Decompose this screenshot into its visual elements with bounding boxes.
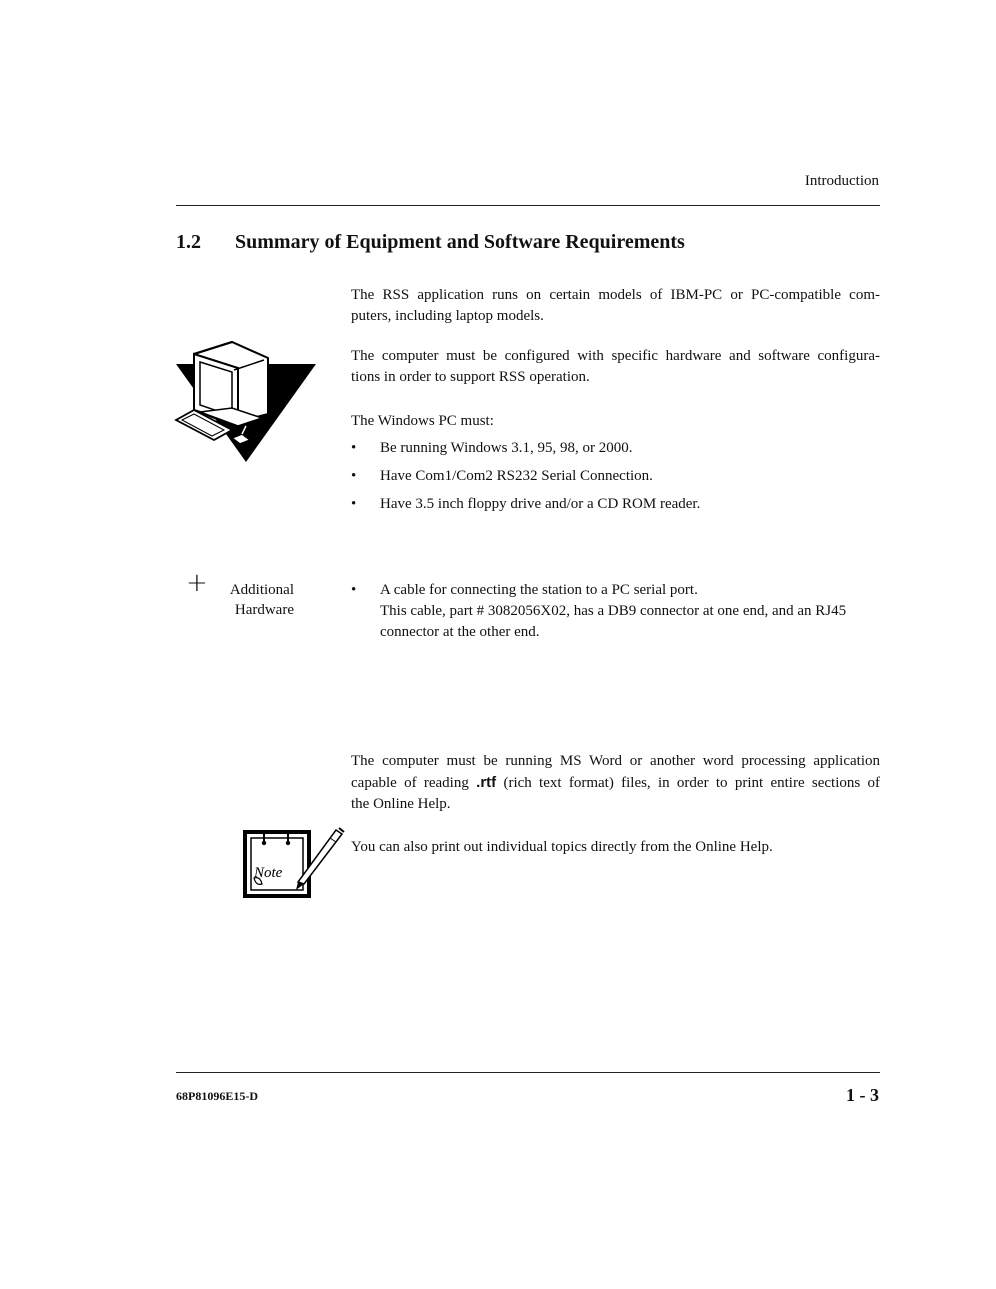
software-line-2-end: (rich text format) files, in order to print entire sections of	[496, 775, 881, 791]
section-number: 1.2	[176, 231, 201, 253]
additional-hardware-label-line-1: Additional	[229, 582, 294, 598]
list-item	[351, 580, 880, 644]
section-title: Summary of Equipment and Software Requirements	[235, 231, 685, 253]
bullet-marker: •	[351, 468, 357, 484]
software-line-2-start: capable of reading	[351, 775, 477, 791]
header-rule	[176, 205, 880, 206]
note-icon-label: Note	[254, 865, 283, 881]
note-text: You can also print out individual topics directly from the Online Help.	[351, 839, 773, 855]
running-header: Introduction	[804, 173, 879, 189]
list-item-text: Have 3.5 inch floppy drive and/or a CD ROM reader.	[380, 496, 701, 512]
software-line-3: the Online Help.	[351, 796, 451, 812]
list-item-text	[380, 580, 880, 643]
document-number: 68P81096E15-D	[176, 1089, 258, 1103]
intro-paragraph-1-line-1: The RSS application runs on certain models of IBM-PC or PC-compatible com-	[351, 287, 880, 303]
cable-line-1: A cable for connecting the station to a PC serial port.	[380, 582, 698, 598]
footer-rule	[176, 1072, 880, 1073]
page-number: 1 - 3	[846, 1085, 879, 1105]
intro-paragraph-1	[351, 285, 880, 327]
intro-paragraph-2-line-1: The computer must be configured with specific hardware and software configura-	[351, 348, 880, 364]
additional-hardware-label	[200, 580, 294, 620]
additional-hardware-label-line-2: Hardware	[234, 602, 294, 618]
intro-paragraph-2	[351, 346, 880, 388]
bullet-marker: •	[351, 496, 357, 512]
software-line-1: The computer must be running MS Word or another word processing application	[351, 753, 880, 769]
bullet-marker: •	[351, 440, 357, 456]
list-item	[351, 438, 880, 459]
cable-line-2: This cable, part # 3082056X02, has a DB9 connector at one end, and an RJ45	[380, 603, 847, 619]
list-item-text: Have Com1/Com2 RS232 Serial Connection.	[380, 468, 653, 484]
cable-line-3: connector at the other end.	[380, 624, 540, 640]
rtf-extension: .rtf	[476, 774, 497, 791]
list-item	[351, 466, 880, 487]
software-line-2	[351, 772, 880, 794]
requirements-lead-in: The Windows PC must:	[351, 413, 494, 429]
intro-paragraph-1-line-2: puters, including laptop models.	[351, 308, 544, 324]
note-icon	[242, 826, 346, 900]
computer-icon	[172, 340, 320, 466]
plus-icon: +	[186, 568, 208, 598]
intro-paragraph-2-line-2: tions in order to support RSS operation.	[351, 369, 590, 385]
list-item-text: Be running Windows 3.1, 95, 98, or 2000.	[380, 440, 633, 456]
list-item	[351, 494, 880, 515]
software-paragraph	[351, 751, 880, 815]
bullet-marker: •	[351, 582, 357, 598]
